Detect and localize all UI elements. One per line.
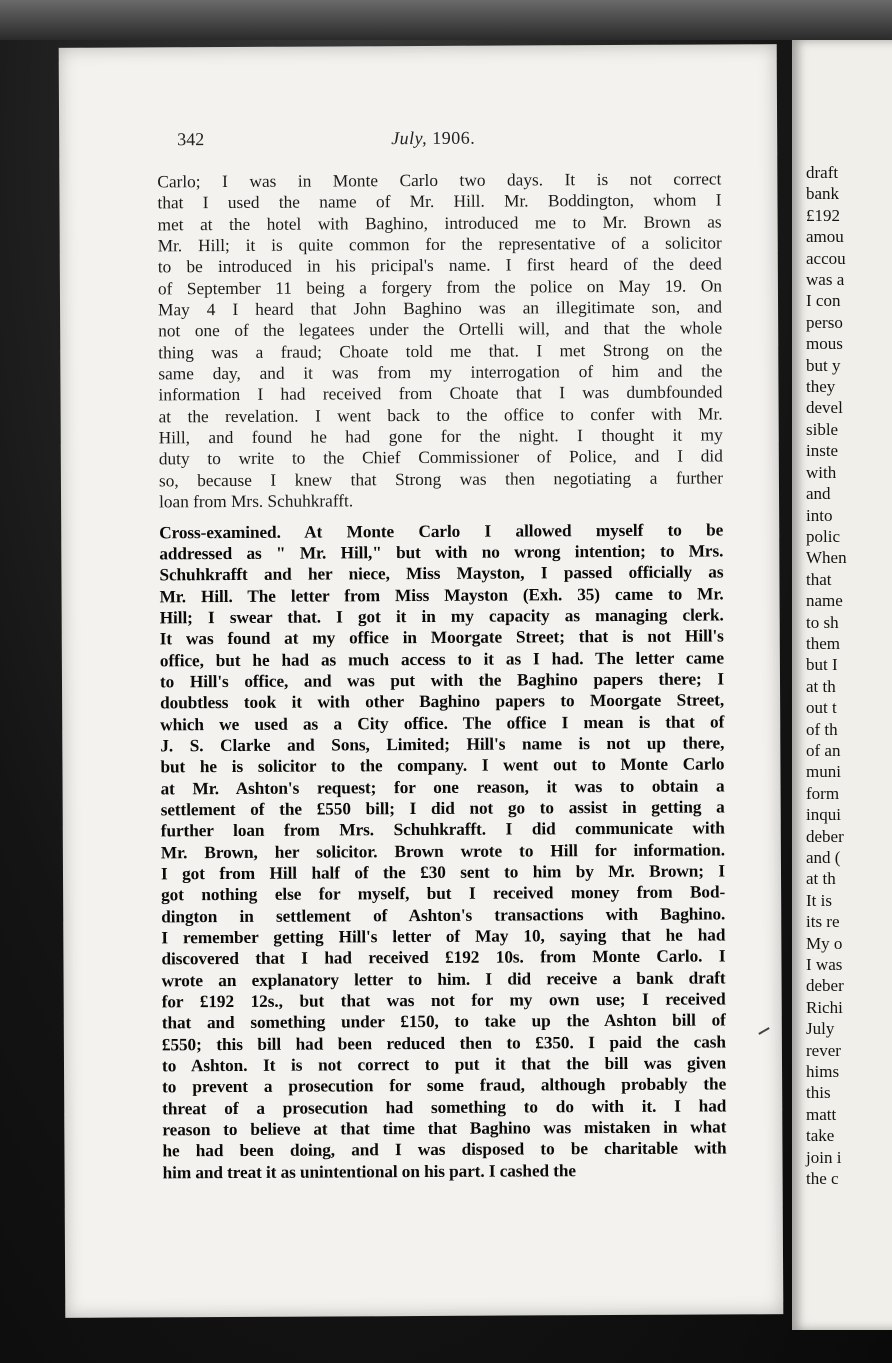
body-text (157, 168, 726, 1183)
testimony-line: thing was a fraud; Choate told me that. I met Strong on the (158, 340, 723, 363)
testimony-line: Mr. Hill; it is quite common for the representative of a solicitor (157, 233, 722, 256)
facing-page-line-fragment: bank (806, 184, 840, 204)
testimony-line: not one of the legatees under the Ortelli will, and that the whole (158, 318, 723, 341)
facing-page-line-fragment: form (806, 783, 840, 803)
facing-page-line-fragment: that (806, 569, 832, 589)
testimony-line: that I used the name of Mr. Hill. Mr. Boddington, whom I (157, 190, 722, 213)
facing-page-line-fragment: of th (806, 719, 838, 739)
cross-examination-line: addressed as " Mr. Hill," but with no wrong intention; to Mrs. (159, 541, 724, 564)
facing-page-line-fragment: at th (806, 676, 836, 696)
cross-examination-line: discovered that I had received £192 10s. from Monte Carlo. I (161, 946, 726, 969)
testimony-line: to be introduced in his pricipal's name. I first heard of the deed (157, 254, 722, 277)
facing-page-line-fragment: into (806, 505, 833, 525)
facing-page-line-fragment: hims (806, 1062, 840, 1082)
book-page (59, 44, 784, 1318)
paragraph-testimony (157, 168, 723, 512)
testimony-line: met at the hotel with Baghino, introduced me to Mr. Brown as (157, 212, 722, 235)
facing-page-line-fragment: July (806, 1019, 835, 1039)
facing-page-line-fragment: name (806, 591, 843, 611)
testimony-line: so, because I knew that Strong was then negotiating a further (158, 468, 723, 491)
cross-examination-line: dington in settlement of Ashton's transactions with Baghino. (161, 904, 726, 927)
cross-examination-line: that and something under £150, to take up the Ashton bill of (161, 1010, 726, 1033)
facing-page-line-fragment: to sh (806, 612, 839, 632)
cross-examination-line: wrote an explanatory letter to him. I did receive a bank draft (161, 968, 726, 991)
cross-examination-line: to Ashton. It is not correct to put it that the bill was given (161, 1053, 727, 1076)
testimony-line: Carlo; I was in Monte Carlo two days. It is not correct (157, 169, 722, 192)
facing-page-line-fragment: Richi (806, 997, 843, 1017)
cross-examination-line: settlement of the £550 bill; I did not go to assist in getting a (160, 797, 725, 820)
facing-page-line-fragment: deber (806, 826, 844, 846)
cross-examination-line: Schuhkrafft and her niece, Miss Mayston, I passed officially as (159, 562, 724, 585)
cross-examination-line: Mr. Brown, her solicitor. Brown wrote to Hill for information. (160, 840, 725, 863)
facing-page-line-fragment: and (806, 484, 831, 504)
cross-examination-line: I remember getting Hill's letter of May 10, saying that he had (161, 925, 726, 948)
cross-examination-line: J. S. Clarke and Sons, Limited; Hill's name is not up there, (160, 733, 725, 756)
cross-examination-line: reason to believe at that time that Baghino was mistaken in what (162, 1117, 727, 1140)
facing-page-line-fragment: the c (806, 1169, 839, 1189)
cross-examination-line: to Hill's office, and was put with the Baghino papers there; I (159, 669, 725, 692)
facing-page-line-fragment: mous (806, 334, 843, 354)
cross-examination-line: he had been doing, and I was disposed to be charitable with (162, 1138, 727, 1161)
facing-page-line-fragment: I was (806, 955, 843, 975)
cross-examination-line: Mr. Hill. The letter from Miss Mayston (Exh. 35) came to Mr. (159, 583, 724, 606)
page-number: 342 (177, 129, 205, 150)
facing-page-line-fragment: deber (806, 976, 844, 996)
facing-page-line-fragment: join i (806, 1147, 842, 1167)
testimony-line: of September 11 being a forgery from the police on May 19. On (157, 276, 722, 299)
facing-page (792, 40, 892, 1330)
cross-examination-line: office, but he had as much access to it as I had. The letter came (159, 647, 724, 670)
facing-page-line-fragment: polic (806, 526, 840, 546)
cross-examination-line: got nothing else for myself, but I received money from Bod- (161, 882, 726, 905)
testimony-line: at the revelation. I went back to the office to confer with Mr. (158, 404, 723, 427)
facing-page-line-fragment: at th (806, 869, 836, 889)
book-edge-shadow (0, 0, 892, 40)
facing-page-line-fragment: but y (806, 355, 841, 375)
cross-examination-line: It was found at my office in Moorgate Street; that is not Hill's (159, 626, 724, 649)
running-head-year: 1906. (432, 127, 476, 148)
facing-page-line-fragment: they (806, 377, 836, 397)
testimony-line: same day, and it was from my interrogation of him and the (158, 361, 723, 384)
facing-page-line-fragment: When (806, 548, 847, 568)
facing-page-line-fragment: My o (806, 933, 843, 953)
cross-examination-line: for £192 12s., but that was not for my own use; I received (161, 989, 726, 1012)
facing-page-line-fragment: this (806, 1083, 831, 1103)
facing-page-line-fragment: out t (806, 698, 837, 718)
testimony-line: information I had received from Choate that I was dumbfounded (158, 382, 723, 405)
facing-page-line-fragment: its re (806, 912, 840, 932)
facing-page-line-fragment: sible (806, 419, 839, 439)
facing-page-line-fragment: take (806, 1126, 835, 1146)
facing-page-line-fragment: perso (806, 312, 843, 332)
cross-examination-line: Hill; I swear that. I got it in my capacity as managing clerk. (159, 605, 724, 628)
cross-examination-line: but he is solicitor to the company. I went out to Monte Carlo (160, 754, 725, 777)
facing-page-text (806, 162, 847, 1190)
cross-examination-line: him and treat it as unintentional on his part. I cashed the (162, 1161, 577, 1183)
cross-examination-line: to prevent a prosecution for some fraud, although probably the (162, 1074, 727, 1097)
facing-page-line-fragment: and ( (806, 848, 841, 867)
facing-page-line-fragment: amou (806, 227, 844, 247)
facing-page-line-fragment: I con (806, 291, 841, 311)
facing-page-line-fragment: accou (806, 248, 846, 268)
facing-page-line-fragment: £192 (806, 205, 840, 225)
cross-examination-line: doubtless took it with other Baghino papers to Moorgate Street, (160, 690, 725, 713)
testimony-line: loan from Mrs. Schuhkrafft. (159, 491, 354, 512)
facing-page-line-fragment: draft (806, 163, 839, 182)
running-head-month: July, (391, 127, 428, 149)
facing-page-line-fragment: devel (806, 398, 843, 418)
facing-page-line-fragment: of an (806, 740, 841, 760)
facing-page-line-fragment: but I (806, 655, 838, 675)
paragraph-cross-examination (159, 519, 726, 1184)
cross-examination-line: at Mr. Ashton's request; for one reason, it was to obtain a (160, 776, 725, 798)
cross-examination-line: which we used as a City office. The office I mean is that of (160, 712, 725, 734)
testimony-line: May 4 I heard that John Baghino was an illegitimate son, and (158, 297, 723, 320)
facing-page-line-fragment: muni (806, 762, 841, 782)
running-head (391, 128, 475, 149)
cross-examination-line: threat of a prosecution had something to do with it. I had (162, 1096, 727, 1119)
facing-page-line-fragment: was a (806, 270, 845, 290)
testimony-line: Hill, and found he had gone for the night. I thought it my (158, 425, 723, 448)
facing-page-line-fragment: matt (806, 1104, 837, 1124)
facing-page-line-fragment: It is (806, 890, 832, 910)
facing-page-line-fragment: inste (806, 441, 839, 461)
cross-examination-line: £550; this bill had been reduced then to £350. I paid the cash (161, 1032, 726, 1055)
facing-page-line-fragment: them (806, 633, 840, 653)
cross-examination-line: Cross-examined. At Monte Carlo I allowed myself to be (159, 519, 724, 542)
facing-page-line-fragment: with (806, 462, 837, 482)
facing-page-line-fragment: rever (806, 1040, 841, 1060)
cross-examination-line: I got from Hill half of the £30 sent to him by Mr. Brown; I (160, 861, 726, 884)
facing-page-line-fragment: inqui (806, 805, 841, 825)
testimony-line: duty to write to the Chief Commissioner of Police, and I did (158, 446, 723, 469)
cross-examination-line: further loan from Mrs. Schuhkrafft. I did communicate with (160, 818, 725, 841)
